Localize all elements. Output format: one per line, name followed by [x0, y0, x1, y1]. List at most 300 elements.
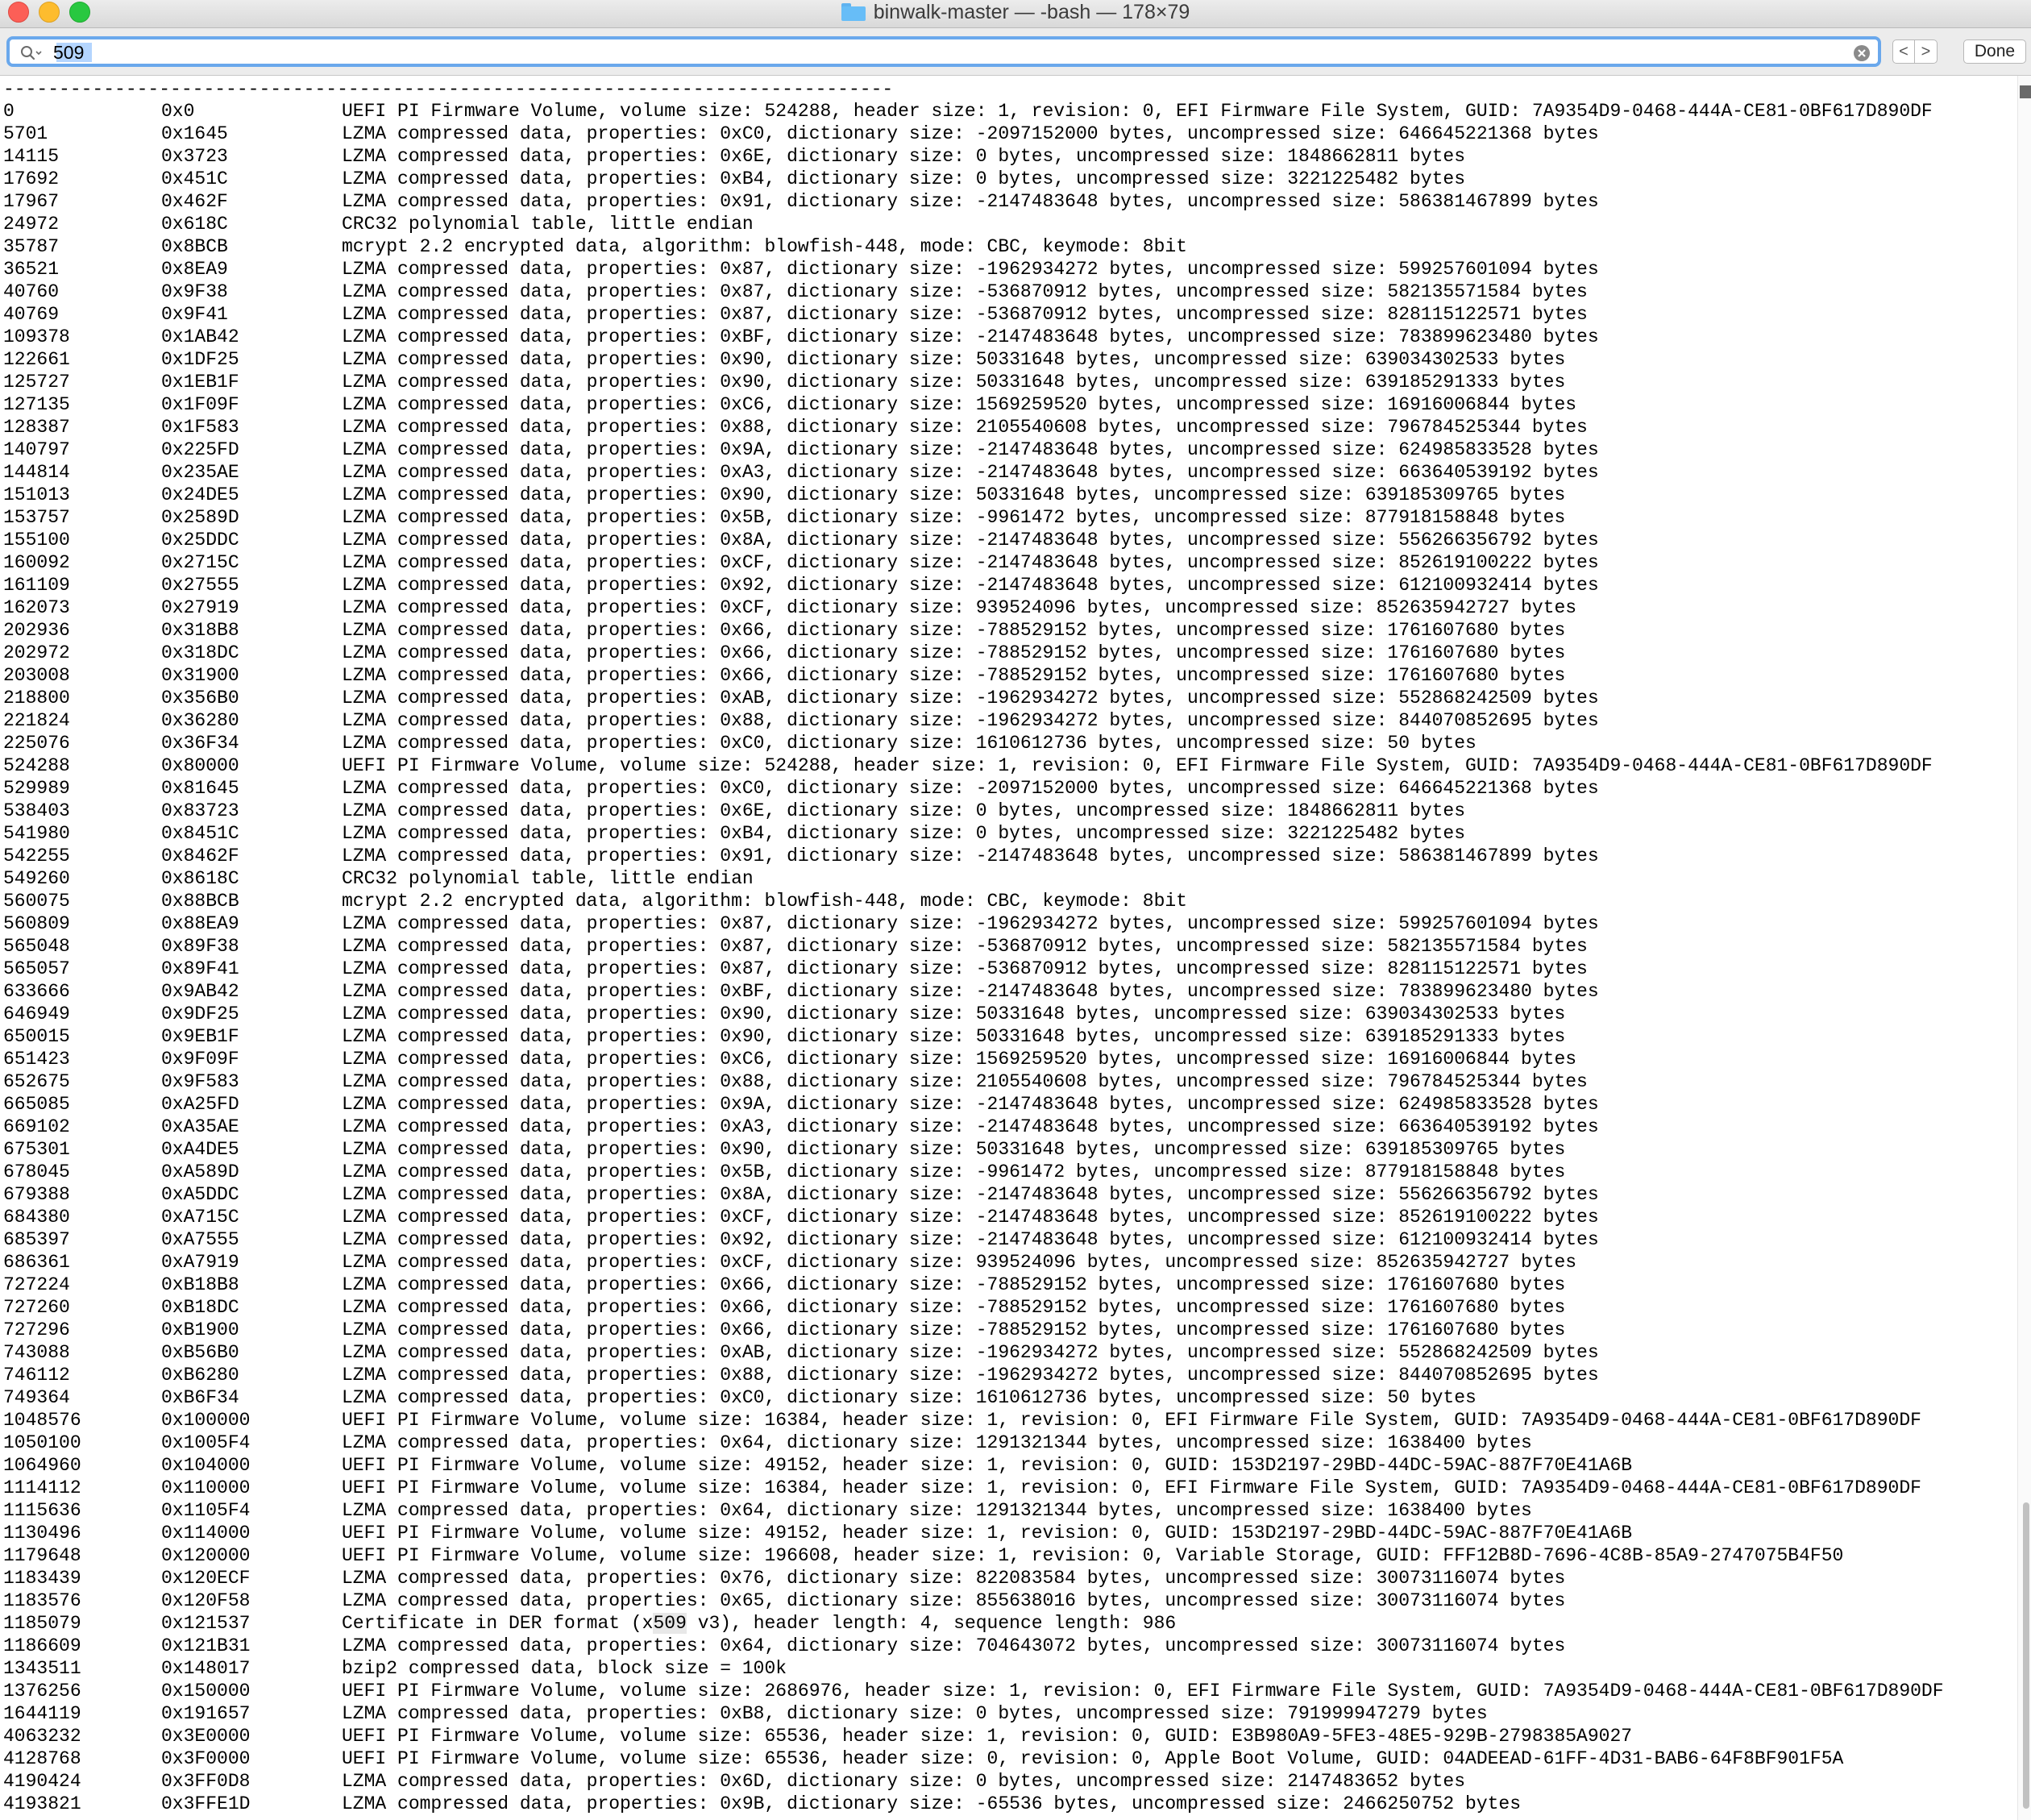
hex-offset: 0x0 — [161, 101, 195, 122]
description: LZMA compressed data, properties: 0xC0, dictionary size: 1610612736 bytes, uncompressed size: 50 bytes — [342, 1387, 1477, 1408]
decimal-offset: 646949 — [3, 1003, 70, 1024]
hex-offset: 0x1005F4 — [161, 1432, 251, 1453]
decimal-offset: 1179648 — [3, 1545, 81, 1566]
description: LZMA compressed data, properties: 0x9A, dictionary size: -2147483648 bytes, uncompressed size: 624985833528 bytes — [342, 1094, 1599, 1115]
description: bzip2 compressed data, block size = 100k — [342, 1658, 787, 1679]
decimal-offset: 749364 — [3, 1387, 70, 1408]
terminal-row — [0, 506, 2007, 529]
hex-offset: 0x2589D — [161, 507, 239, 528]
hex-offset: 0x462F — [161, 191, 228, 212]
description: LZMA compressed data, properties: 0x6D, dictionary size: 0 bytes, uncompressed size: 2147483652 bytes — [342, 1771, 1466, 1792]
description: LZMA compressed data, properties: 0x88, dictionary size: 2105540608 bytes, uncompressed size: 796784525344 bytes — [342, 417, 1588, 438]
hex-offset: 0xA715C — [161, 1207, 239, 1228]
decimal-offset: 678045 — [3, 1161, 70, 1182]
terminal-row — [0, 190, 2007, 213]
hex-offset: 0xB1900 — [161, 1319, 239, 1340]
hex-offset: 0x8462F — [161, 846, 239, 866]
terminal-row — [0, 867, 2007, 890]
hex-offset: 0x36F34 — [161, 733, 239, 754]
terminal-row — [0, 1770, 2007, 1793]
decimal-offset: 153757 — [3, 507, 70, 528]
description: LZMA compressed data, properties: 0x64, dictionary size: 704643072 bytes, uncompressed size: 30073116074 bytes — [342, 1635, 1566, 1656]
clear-search-icon[interactable] — [1852, 44, 1871, 63]
terminal-row — [0, 642, 2007, 664]
hex-offset: 0x9F09F — [161, 1049, 239, 1070]
description: LZMA compressed data, properties: 0x66, dictionary size: -788529152 bytes, uncompressed size: 1761607680 bytes — [342, 642, 1566, 663]
hex-offset: 0x25DDC — [161, 530, 239, 551]
terminal-row — [0, 1183, 2007, 1206]
description: LZMA compressed data, properties: 0x65, dictionary size: 855638016 bytes, uncompressed size: 30073116074 bytes — [342, 1590, 1566, 1611]
terminal-row — [0, 235, 2007, 258]
decimal-offset: 125727 — [3, 372, 70, 393]
hex-offset: 0xB56B0 — [161, 1342, 239, 1363]
find-navigation — [1892, 39, 1938, 64]
hex-offset: 0xA5DDC — [161, 1184, 239, 1205]
terminal-row — [0, 574, 2007, 596]
window-title — [0, 0, 2031, 24]
description: LZMA compressed data, properties: 0x64, dictionary size: 1291321344 bytes, uncompressed size: 1638400 bytes — [342, 1500, 1532, 1521]
description: UEFI PI Firmware Volume, volume size: 196608, header size: 1, revision: 0, Variable Storage, GUID: FFF12B8D-7696-4C8B-85A9-2747075B4F50 — [342, 1545, 1844, 1566]
separator-rule: -------------------------------------------------------------------------------- — [3, 79, 894, 100]
decimal-offset: 5701 — [3, 123, 48, 144]
decimal-offset: 14115 — [3, 146, 60, 167]
description: LZMA compressed data, properties: 0x8A, dictionary size: -2147483648 bytes, uncompressed size: 556266356792 bytes — [342, 1184, 1599, 1205]
decimal-offset: 203008 — [3, 665, 70, 686]
hex-offset: 0x120ECF — [161, 1568, 251, 1589]
hex-offset: 0x9F41 — [161, 304, 228, 325]
hex-offset: 0xA35AE — [161, 1116, 239, 1137]
description: LZMA compressed data, properties: 0x88, dictionary size: -1962934272 bytes, uncompressed size: 844070852695 bytes — [342, 1365, 1599, 1386]
hex-offset: 0x451C — [161, 168, 228, 189]
terminal-row — [0, 303, 2007, 326]
description: LZMA compressed data, properties: 0xAB, dictionary size: -1962934272 bytes, uncompressed size: 552868242509 bytes — [342, 1342, 1599, 1363]
hex-offset: 0x9DF25 — [161, 1003, 239, 1024]
description-post: v3), header length: 4, sequence length: 986 — [686, 1613, 1177, 1634]
hex-offset: 0x8BCB — [161, 236, 228, 257]
terminal-row — [0, 732, 2007, 754]
hex-offset: 0x2715C — [161, 552, 239, 573]
decimal-offset: 1130496 — [3, 1523, 81, 1544]
hex-offset: 0x1DF25 — [161, 349, 239, 370]
terminal-row — [0, 1477, 2007, 1499]
decimal-offset: 686361 — [3, 1252, 70, 1273]
decimal-offset: 218800 — [3, 688, 70, 708]
decimal-offset: 541980 — [3, 823, 70, 844]
terminal-row — [0, 1206, 2007, 1228]
decimal-offset: 743088 — [3, 1342, 70, 1363]
hex-offset: 0x8EA9 — [161, 259, 228, 280]
terminal-row — [0, 1048, 2007, 1070]
terminal-row — [0, 935, 2007, 958]
description: LZMA compressed data, properties: 0xCF, dictionary size: -2147483648 bytes, uncompressed size: 852619100222 bytes — [342, 552, 1599, 573]
terminal-row — [0, 1341, 2007, 1364]
hex-offset: 0x31900 — [161, 665, 239, 686]
description: LZMA compressed data, properties: 0x90, dictionary size: 50331648 bytes, uncompressed size: 639034302533 bytes — [342, 1003, 1566, 1024]
decimal-offset: 1185079 — [3, 1613, 81, 1634]
search-icon[interactable] — [19, 44, 42, 62]
window-title-bar — [0, 0, 2031, 28]
terminal-row — [0, 1251, 2007, 1274]
terminal-row — [0, 619, 2007, 642]
description: UEFI PI Firmware Volume, volume size: 524288, header size: 1, revision: 0, EFI Firmware File System, GUID: 7A9354D9-0468-444A-CE81-0BF617D890DF — [342, 101, 1933, 122]
decimal-offset: 633666 — [3, 981, 70, 1002]
folder-icon — [841, 3, 866, 21]
hex-offset: 0x121B31 — [161, 1635, 251, 1656]
find-next-button[interactable]: > — [1915, 39, 1938, 64]
scan-results — [0, 100, 2007, 1815]
description: LZMA compressed data, properties: 0x90, dictionary size: 50331648 bytes, uncompressed size: 639185309765 bytes — [342, 1139, 1566, 1160]
decimal-offset: 1115636 — [3, 1500, 81, 1521]
terminal-row — [0, 1093, 2007, 1116]
hex-offset: 0x100000 — [161, 1410, 251, 1431]
description: mcrypt 2.2 encrypted data, algorithm: blowfish-448, mode: CBC, keymode: 8bit — [342, 236, 1187, 257]
description: LZMA compressed data, properties: 0x90, dictionary size: 50331648 bytes, uncompressed size: 639185291333 bytes — [342, 1026, 1566, 1047]
description: LZMA compressed data, properties: 0x66, dictionary size: -788529152 bytes, uncompressed size: 1761607680 bytes — [342, 620, 1566, 641]
hex-offset: 0xB18B8 — [161, 1274, 239, 1295]
hex-offset: 0x618C — [161, 214, 228, 235]
terminal-row — [0, 1228, 2007, 1251]
description: LZMA compressed data, properties: 0xCF, dictionary size: 939524096 bytes, uncompressed size: 852635942727 bytes — [342, 1252, 1577, 1273]
decimal-offset: 565057 — [3, 958, 70, 979]
decimal-offset: 549260 — [3, 868, 70, 889]
description: LZMA compressed data, properties: 0x66, dictionary size: -788529152 bytes, uncompressed size: 1761607680 bytes — [342, 1319, 1566, 1340]
terminal-row — [0, 123, 2007, 145]
hex-offset: 0x3F0000 — [161, 1748, 251, 1769]
terminal-row — [0, 1567, 2007, 1589]
terminal-row — [0, 912, 2007, 935]
decimal-offset: 140797 — [3, 439, 70, 460]
terminal-row — [0, 822, 2007, 845]
terminal-row — [0, 393, 2007, 416]
description: LZMA compressed data, properties: 0xCF, dictionary size: -2147483648 bytes, uncompressed size: 852619100222 bytes — [342, 1207, 1599, 1228]
description: UEFI PI Firmware Volume, volume size: 65536, header size: 0, revision: 0, Apple Boot Volume, GUID: 04ADEEAD-61FF-4D31-BAB6-64F8BF901F5A — [342, 1748, 1844, 1769]
decimal-offset: 675301 — [3, 1139, 70, 1160]
description: LZMA compressed data, properties: 0x91, dictionary size: -2147483648 bytes, uncompressed size: 586381467899 bytes — [342, 846, 1599, 866]
decimal-offset: 1064960 — [3, 1455, 81, 1476]
terminal-row — [0, 1589, 2007, 1612]
decimal-offset: 144814 — [3, 462, 70, 483]
scrollbar[interactable] — [2017, 76, 2031, 1820]
hex-offset: 0x1AB42 — [161, 326, 239, 347]
decimal-offset: 202972 — [3, 642, 70, 663]
hex-offset: 0x148017 — [161, 1658, 251, 1679]
decimal-offset: 1050100 — [3, 1432, 81, 1453]
hex-offset: 0x9F38 — [161, 281, 228, 302]
decimal-offset: 1048576 — [3, 1410, 81, 1431]
hex-offset: 0x81645 — [161, 778, 239, 799]
decimal-offset: 727296 — [3, 1319, 70, 1340]
terminal-row — [0, 100, 2007, 123]
decimal-offset: 4190424 — [3, 1771, 81, 1792]
hex-offset: 0x225FD — [161, 439, 239, 460]
search-input[interactable] — [53, 41, 1826, 64]
description: LZMA compressed data, properties: 0x66, dictionary size: -788529152 bytes, uncompressed size: 1761607680 bytes — [342, 1274, 1566, 1295]
hex-offset: 0x88EA9 — [161, 913, 239, 934]
decimal-offset: 746112 — [3, 1365, 70, 1386]
description: LZMA compressed data, properties: 0x5B, dictionary size: -9961472 bytes, uncompressed size: 877918158848 bytes — [342, 507, 1566, 528]
terminal-row — [0, 1296, 2007, 1319]
terminal-row — [0, 664, 2007, 687]
decimal-offset: 17692 — [3, 168, 60, 189]
description: CRC32 polynomial table, little endian — [342, 214, 754, 235]
description: LZMA compressed data, properties: 0xB8, dictionary size: 0 bytes, uncompressed size: 791999947279 bytes — [342, 1703, 1488, 1724]
decimal-offset: 36521 — [3, 259, 60, 280]
description: LZMA compressed data, properties: 0xB4, dictionary size: 0 bytes, uncompressed size: 3221225482 bytes — [342, 823, 1466, 844]
hex-offset: 0x1105F4 — [161, 1500, 251, 1521]
terminal-row — [0, 529, 2007, 551]
hex-offset: 0x9AB42 — [161, 981, 239, 1002]
hex-offset: 0x83723 — [161, 800, 239, 821]
hex-offset: 0xA4DE5 — [161, 1139, 239, 1160]
description: UEFI PI Firmware Volume, volume size: 65536, header size: 1, revision: 0, GUID: E3B980A9-5FE3-48E5-929B-2798385A9027 — [342, 1726, 1633, 1747]
scrollbar-marker — [2020, 85, 2031, 98]
description: LZMA compressed data, properties: 0x92, dictionary size: -2147483648 bytes, uncompressed size: 612100932414 bytes — [342, 575, 1599, 596]
description: LZMA compressed data, properties: 0xA3, dictionary size: -2147483648 bytes, uncompressed size: 663640539192 bytes — [342, 462, 1599, 483]
description: LZMA compressed data, properties: 0x8A, dictionary size: -2147483648 bytes, uncompressed size: 556266356792 bytes — [342, 530, 1599, 551]
description: LZMA compressed data, properties: 0x76, dictionary size: 822083584 bytes, uncompressed size: 30073116074 bytes — [342, 1568, 1566, 1589]
decimal-offset: 565048 — [3, 936, 70, 957]
decimal-offset: 685397 — [3, 1229, 70, 1250]
decimal-offset: 221824 — [3, 710, 70, 731]
terminal-row — [0, 1793, 2007, 1815]
terminal-row — [0, 484, 2007, 506]
hex-offset: 0x9EB1F — [161, 1026, 239, 1047]
description: LZMA compressed data, properties: 0xC0, dictionary size: 1610612736 bytes, uncompressed size: 50 bytes — [342, 733, 1477, 754]
description: LZMA compressed data, properties: 0x90, dictionary size: 50331648 bytes, uncompressed size: 639185309765 bytes — [342, 484, 1566, 505]
decimal-offset: 155100 — [3, 530, 70, 551]
hex-offset: 0xB6F34 — [161, 1387, 239, 1408]
decimal-offset: 665085 — [3, 1094, 70, 1115]
decimal-offset: 727224 — [3, 1274, 70, 1295]
terminal-row — [0, 416, 2007, 438]
hex-offset: 0x1645 — [161, 123, 228, 144]
hex-offset: 0x3723 — [161, 146, 228, 167]
terminal-row — [0, 168, 2007, 190]
description: LZMA compressed data, properties: 0x90, dictionary size: 50331648 bytes, uncompressed size: 639185291333 bytes — [342, 372, 1566, 393]
decimal-offset: 651423 — [3, 1049, 70, 1070]
decimal-offset: 161109 — [3, 575, 70, 596]
description: LZMA compressed data, properties: 0x92, dictionary size: -2147483648 bytes, uncompressed size: 612100932414 bytes — [342, 1229, 1599, 1250]
decimal-offset: 560809 — [3, 913, 70, 934]
description: UEFI PI Firmware Volume, volume size: 2686976, header size: 1, revision: 0, EFI Firmware File System, GUID: 7A9354D9-0468-444A-CE81-0BF617D890DF — [342, 1681, 1944, 1702]
terminal-row — [0, 1635, 2007, 1657]
search-match-highlight: 509 — [653, 1613, 687, 1634]
description: LZMA compressed data, properties: 0x91, dictionary size: -2147483648 bytes, uncompressed size: 586381467899 bytes — [342, 191, 1599, 212]
terminal-row — [0, 1138, 2007, 1161]
description: LZMA compressed data, properties: 0x87, dictionary size: -1962934272 bytes, uncompressed size: 599257601094 bytes — [342, 259, 1599, 280]
terminal-row — [0, 213, 2007, 235]
decimal-offset: 679388 — [3, 1184, 70, 1205]
description: LZMA compressed data, properties: 0x88, dictionary size: 2105540608 bytes, uncompressed size: 796784525344 bytes — [342, 1071, 1588, 1092]
terminal-row — [0, 709, 2007, 732]
decimal-offset: 127135 — [3, 394, 70, 415]
terminal-row — [0, 145, 2007, 168]
terminal-row — [0, 1544, 2007, 1567]
decimal-offset: 727260 — [3, 1297, 70, 1318]
decimal-offset: 1343511 — [3, 1658, 81, 1679]
terminal-row — [0, 1680, 2007, 1702]
find-previous-button[interactable]: < — [1892, 39, 1915, 64]
description: LZMA compressed data, properties: 0x66, dictionary size: -788529152 bytes, uncompressed size: 1761607680 bytes — [342, 1297, 1566, 1318]
description: LZMA compressed data, properties: 0xBF, dictionary size: -2147483648 bytes, uncompressed size: 783899623480 bytes — [342, 981, 1599, 1002]
decimal-offset: 40760 — [3, 281, 60, 302]
hex-offset: 0x3FFE1D — [161, 1793, 251, 1814]
hex-offset: 0x88BCB — [161, 891, 239, 912]
terminal-row — [0, 258, 2007, 280]
terminal-row — [0, 1319, 2007, 1341]
hex-offset: 0x191657 — [161, 1703, 251, 1724]
decimal-offset: 524288 — [3, 755, 70, 776]
decimal-offset: 529989 — [3, 778, 70, 799]
decimal-offset: 122661 — [3, 349, 70, 370]
hex-offset: 0xA25FD — [161, 1094, 239, 1115]
terminal-row — [0, 1725, 2007, 1747]
description: LZMA compressed data, properties: 0x64, dictionary size: 1291321344 bytes, uncompressed size: 1638400 bytes — [342, 1432, 1532, 1453]
description: LZMA compressed data, properties: 0x9A, dictionary size: -2147483648 bytes, uncompressed size: 624985833528 bytes — [342, 439, 1599, 460]
terminal-row — [0, 1003, 2007, 1025]
description: LZMA compressed data, properties: 0xC6, dictionary size: 1569259520 bytes, uncompressed size: 16916006844 bytes — [342, 1049, 1577, 1070]
decimal-offset: 542255 — [3, 846, 70, 866]
description: LZMA compressed data, properties: 0xC0, dictionary size: -2097152000 bytes, uncompressed size: 646645221368 bytes — [342, 778, 1599, 799]
description: LZMA compressed data, properties: 0x87, dictionary size: -536870912 bytes, uncompressed size: 582135571584 bytes — [342, 281, 1588, 302]
terminal-row — [0, 326, 2007, 348]
terminal-row — [0, 890, 2007, 912]
terminal-row — [0, 551, 2007, 574]
terminal-output[interactable] — [0, 76, 2015, 1820]
hex-offset: 0x114000 — [161, 1523, 251, 1544]
decimal-offset: 560075 — [3, 891, 70, 912]
description: LZMA compressed data, properties: 0x6E, dictionary size: 0 bytes, uncompressed size: 1848662811 bytes — [342, 146, 1466, 167]
hex-offset: 0x235AE — [161, 462, 239, 483]
terminal-row — [0, 1431, 2007, 1454]
terminal-row — [0, 1161, 2007, 1183]
hex-offset: 0xA7555 — [161, 1229, 239, 1250]
terminal-row — [0, 777, 2007, 800]
description: LZMA compressed data, properties: 0xA3, dictionary size: -2147483648 bytes, uncompressed size: 663640539192 bytes — [342, 1116, 1599, 1137]
decimal-offset: 4128768 — [3, 1748, 81, 1769]
terminal-row — [0, 1454, 2007, 1477]
terminal-row — [0, 1409, 2007, 1431]
terminal-row — [0, 1747, 2007, 1770]
hex-offset: 0x318DC — [161, 642, 239, 663]
terminal-row — [0, 980, 2007, 1003]
hex-offset: 0x1F583 — [161, 417, 239, 438]
hex-offset: 0x3FF0D8 — [161, 1771, 251, 1792]
decimal-offset: 0 — [3, 101, 15, 122]
description: LZMA compressed data, properties: 0xAB, dictionary size: -1962934272 bytes, uncompressed size: 552868242509 bytes — [342, 688, 1599, 708]
decimal-offset: 17967 — [3, 191, 60, 212]
description: UEFI PI Firmware Volume, volume size: 524288, header size: 1, revision: 0, EFI Firmware File System, GUID: 7A9354D9-0468-444A-CE81-0BF617D890DF — [342, 755, 1933, 776]
description: LZMA compressed data, properties: 0x90, dictionary size: 50331648 bytes, uncompressed size: 639034302533 bytes — [342, 349, 1566, 370]
hex-offset: 0x1EB1F — [161, 372, 239, 393]
hex-offset: 0x8618C — [161, 868, 239, 889]
hex-offset: 0x121537 — [161, 1613, 251, 1634]
decimal-offset: 1644119 — [3, 1703, 81, 1724]
hex-offset: 0x9F583 — [161, 1071, 239, 1092]
hex-offset: 0x104000 — [161, 1455, 251, 1476]
search-field[interactable] — [6, 36, 1881, 67]
scrollbar-thumb[interactable] — [2023, 1502, 2029, 1809]
terminal-row — [0, 687, 2007, 709]
hex-offset: 0xB18DC — [161, 1297, 239, 1318]
description: LZMA compressed data, properties: 0x87, dictionary size: -1962934272 bytes, uncompressed size: 599257601094 bytes — [342, 913, 1599, 934]
decimal-offset: 160092 — [3, 552, 70, 573]
decimal-offset: 669102 — [3, 1116, 70, 1137]
hex-offset: 0x356B0 — [161, 688, 239, 708]
terminal-row — [0, 280, 2007, 303]
decimal-offset: 225076 — [3, 733, 70, 754]
decimal-offset: 162073 — [3, 597, 70, 618]
hex-offset: 0x1F09F — [161, 394, 239, 415]
decimal-offset: 151013 — [3, 484, 70, 505]
decimal-offset: 24972 — [3, 214, 60, 235]
description: LZMA compressed data, properties: 0xC6, dictionary size: 1569259520 bytes, uncompressed size: 16916006844 bytes — [342, 394, 1577, 415]
decimal-offset: 1376256 — [3, 1681, 81, 1702]
decimal-offset: 40769 — [3, 304, 60, 325]
hex-offset: 0x89F38 — [161, 936, 239, 957]
decimal-offset: 1114112 — [3, 1477, 81, 1498]
description-pre: Certificate in DER format (x — [342, 1613, 654, 1634]
hex-offset: 0x120F58 — [161, 1590, 251, 1611]
decimal-offset: 128387 — [3, 417, 70, 438]
terminal-row — [0, 958, 2007, 980]
hex-offset: 0x27919 — [161, 597, 239, 618]
description: LZMA compressed data, properties: 0x9B, dictionary size: -65536 bytes, uncompressed size: 2466250752 bytes — [342, 1793, 1522, 1814]
description: LZMA compressed data, properties: 0xB4, dictionary size: 0 bytes, uncompressed size: 3221225482 bytes — [342, 168, 1466, 189]
decimal-offset: 4063232 — [3, 1726, 81, 1747]
terminal-row — [0, 348, 2007, 371]
decimal-offset: 202936 — [3, 620, 70, 641]
decimal-offset: 1183439 — [3, 1568, 81, 1589]
terminal-row — [0, 438, 2007, 461]
terminal-row — [0, 1522, 2007, 1544]
decimal-offset: 652675 — [3, 1071, 70, 1092]
description: UEFI PI Firmware Volume, volume size: 49152, header size: 1, revision: 0, GUID: 153D2197-29BD-44DC-59AC-887F70E41A6B — [342, 1455, 1633, 1476]
find-bar — [0, 28, 2031, 76]
done-button[interactable]: Done — [1963, 39, 2026, 64]
hex-offset: 0xA7919 — [161, 1252, 239, 1273]
terminal-row — [0, 1499, 2007, 1522]
terminal-row — [0, 1274, 2007, 1296]
decimal-offset: 538403 — [3, 800, 70, 821]
decimal-offset: 684380 — [3, 1207, 70, 1228]
terminal-row — [0, 845, 2007, 867]
hex-offset: 0x110000 — [161, 1477, 251, 1498]
description: LZMA compressed data, properties: 0x87, dictionary size: -536870912 bytes, uncompressed size: 828115122571 bytes — [342, 304, 1588, 325]
decimal-offset: 650015 — [3, 1026, 70, 1047]
terminal-row — [0, 800, 2007, 822]
hex-offset: 0x89F41 — [161, 958, 239, 979]
hex-offset: 0x27555 — [161, 575, 239, 596]
hex-offset: 0x80000 — [161, 755, 239, 776]
description: LZMA compressed data, properties: 0x66, dictionary size: -788529152 bytes, uncompressed size: 1761607680 bytes — [342, 665, 1566, 686]
description: LZMA compressed data, properties: 0x88, dictionary size: -1962934272 bytes, uncompressed size: 844070852695 bytes — [342, 710, 1599, 731]
terminal-row — [0, 1612, 2007, 1635]
decimal-offset: 109378 — [3, 326, 70, 347]
description: LZMA compressed data, properties: 0xBF, dictionary size: -2147483648 bytes, uncompressed size: 783899623480 bytes — [342, 326, 1599, 347]
hex-offset: 0x3E0000 — [161, 1726, 251, 1747]
terminal-row — [0, 1702, 2007, 1725]
terminal-row — [0, 1070, 2007, 1093]
description: UEFI PI Firmware Volume, volume size: 49152, header size: 1, revision: 0, GUID: 153D2197-29BD-44DC-59AC-887F70E41A6B — [342, 1523, 1633, 1544]
hex-offset: 0x36280 — [161, 710, 239, 731]
terminal-row — [0, 596, 2007, 619]
hex-offset: 0xA589D — [161, 1161, 239, 1182]
terminal-row — [0, 1386, 2007, 1409]
hex-offset: 0x8451C — [161, 823, 239, 844]
description: LZMA compressed data, properties: 0x6E, dictionary size: 0 bytes, uncompressed size: 1848662811 bytes — [342, 800, 1466, 821]
terminal-row — [0, 461, 2007, 484]
